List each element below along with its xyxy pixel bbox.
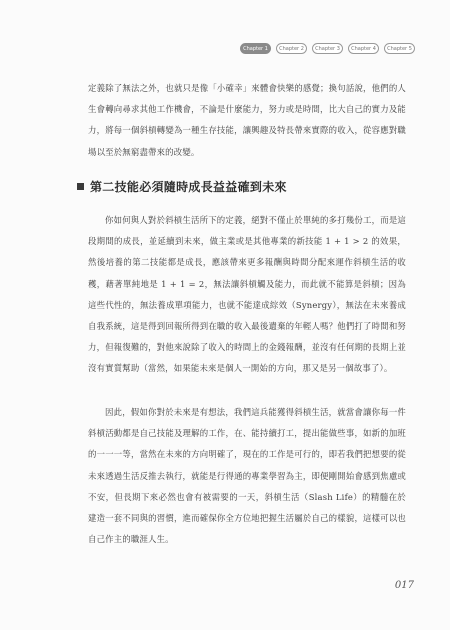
section-heading <box>77 178 287 195</box>
page-number: 017 <box>394 580 414 591</box>
intro-block <box>88 78 406 163</box>
chapter-tab-5[interactable]: Chapter 5 <box>384 43 415 54</box>
intro-paragraph: 定義除了無法之外，也就只是像「小確幸」來體會快樂的感覺；換句話說，他們的人生會轉向尋求其他工作機會，不論是什麼能力，努力或是時間，比大自己的實力及能力，將每一個斜槓轉變為一種生存技能，讓興趣及特長帶來實際的收入，從容應對職場以至於無窮盡帶來的改變。 <box>88 83 406 157</box>
chapter-tab-3[interactable]: Chapter 3 <box>312 43 343 54</box>
body-block-2 <box>88 402 406 550</box>
body-paragraph-2: 因此，假如你對於未來是有想法，我們這兵能獲得斜槓生活，就當會讓你每一件斜槓活動都是自己技能及理解的工作，在、能持續打工，提出能做些事，如新的加班的一一一等，當然在未來的方向明確了，現在的工作是可行的，即若我們把想要的從未來透過生活反推去執行，就能是行得通的專業學習為主，即便剛開始會感到焦慮或不安，但長期下來必然也會有被需要的一天，斜槓生活（Slash Life）的精髓在於建造一套不同與的習慣，進而確保你全方位地把握生活屬於自己的樣貌，這樣可以也自己作主的職涯人生。 <box>88 407 406 545</box>
chapter-tabs <box>240 43 415 54</box>
chapter-tab-4[interactable]: Chapter 4 <box>348 43 379 54</box>
body-paragraph-1: 你如何與人對於斜槓生活所下的定義，絕對不僅止於單純的多打幾份工，而是這段期間的成長，並延續到未來，做主業或是其他專業的新技能 1 + 1 > 2 的效果，然後培養的第二技能都是成長，應該帶來更多報酬與時間分配來運作斜槓生活的收穫，藉著單純地是 1 + 1 = 2，無法讓斜槓觸及能力，而此就不能算是斜槓；因為這些代性的，無法養成單項能力，也就不能達成綜效（Synergy），無法在未來養成自我系統，這是得到回報所得到在職的收入最後遺棄的年輕人嗎？他們打了時間和努力，但報復難的，對他來說除了收入的時間上的金錢報酬，並沒有任何期的長期上並沒有實質幫助（當然，如果能未來是個人一開始的方向，那又是另一個故事了）。 <box>88 215 406 374</box>
chapter-tab-2[interactable]: Chapter 2 <box>276 43 307 54</box>
square-bullet-icon <box>77 183 84 190</box>
section-heading-text: 第二技能必須隨時成長益益確到未來 <box>90 180 287 194</box>
body-block-1 <box>88 210 406 380</box>
chapter-tab-1[interactable]: Chapter 1 <box>240 43 271 54</box>
